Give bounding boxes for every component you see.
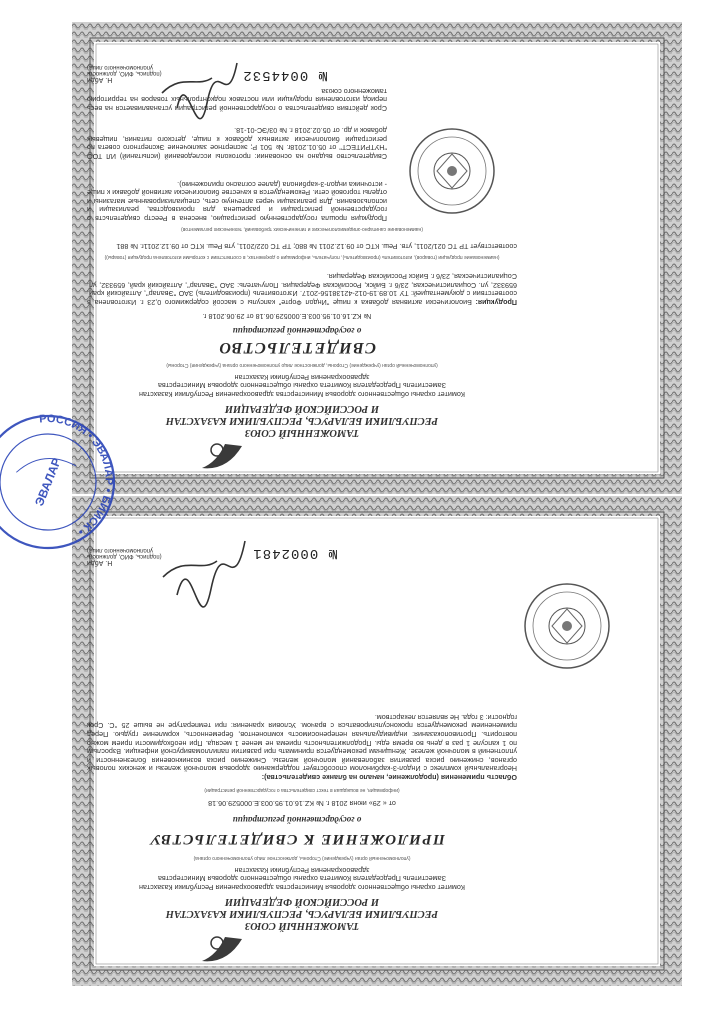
customs-union-logo — [197, 929, 247, 969]
stamp-center-text: ЭВАЛАР — [32, 455, 64, 509]
union-title-line: И РОССИЙСКОЙ ФЕДЕРАЦИИ — [224, 403, 380, 414]
ministry-line: Комитет охраны общественного здоровья Министерства здравоохранения Республики Казахстан — [138, 390, 466, 399]
signature-caption: (подпись, ФИО, должность уполномоченного лица) — [87, 547, 162, 559]
date-day: 29 — [372, 799, 381, 808]
document-subtitle: о государственной регистрации — [232, 326, 362, 336]
serial-prefix: № — [327, 545, 337, 561]
reg-date: 29.06.2018 г. — [202, 312, 245, 321]
ministry-line: здравоохранения Республики Казахстан — [234, 865, 370, 875]
serial-number-top — [242, 67, 327, 83]
date-year: 2018 — [331, 799, 348, 808]
certificate-top — [72, 22, 682, 494]
signature-caption: (подпись, ФИО, должность уполномоченного лица) — [87, 64, 162, 76]
product-text: Биологически активная добавка к пище "Индол Форте" капсулы с массой содержимого 0,23 г. Изготовлена в соответствии с документацией: ТУ 10.89.19-012-42138156-2017. Изготовитель (производитель) ЗАО "Эвалар", Алтайский край, 659332, ул. Социалистическая, 23/6 г. Бийск, Российская Федерация. Получатель: ЗАО "Эвалар", Алтайский край, 659332, ул. Социалистическая, 23/6 г. Бийск Российская Федерация. — [87, 272, 517, 307]
union-title-line: ТАМОЖЕННЫЙ СОЮЗ — [244, 920, 360, 931]
union-title-line: РЕСПУБЛИКИ БЕЛАРУСЬ, РЕСПУБЛИКИ КАЗАХСТАН — [165, 908, 439, 919]
validity-text: Срок действия свидетельства о государственной регистрации устанавливается на весь период изготовления продукции или поставок подконтрольных товаров на территорию таможенного союза — [87, 86, 387, 113]
compliance-block — [87, 241, 517, 250]
registration-body: Продукция прошла государственную регистрацию, внесена в Реестр свидетельств о государственной регистрации и разрешена для производства, реализации и использования. Для реализации через аптечную сеть, специализированные магазины и отделы торговой сети. Рекомендуется в качестве биологически активной добавки к пище - источника индол-3-карбинола (далее согласно приложению). — [87, 179, 387, 223]
date-month: июня — [349, 799, 367, 808]
ministry-line: Комитет охраны общественного здоровья Министерства здравоохранения Республики Казахстан — [138, 883, 466, 892]
product-label: Продукция: — [475, 298, 517, 307]
reg-number-label: № — [363, 312, 372, 321]
compliance-text: ТР ТС 021/2011, утв. Реш. КТС от 09.12.2011 № 880; ТР ТС 022/2011, утв Реш. КТС от 09.12.2011г. № 881 — [116, 242, 469, 251]
appendix-date-number-line — [87, 798, 517, 807]
document-subtitle: о государственной регистрации — [232, 815, 362, 825]
serial-value: 0044532 — [242, 67, 309, 83]
union-title — [87, 402, 517, 438]
union-title — [87, 895, 517, 931]
basis-text: Свидетельство выдано на основании: протоколы исследований (испытаний) ИЛ ТОО "НУТРИТЕСТ" от 05.01.2018г. № 501 Р; экспертное заключение Экспертного совета по регистрации биологически активных добавок к пище, детского питания, пищевых добавок и др. от 05.02.2018 г. № 03/ЭС-01-18. — [87, 126, 387, 161]
scope-text: Неорганальный комплекс с Индол-3-карбинолом способствует поддержанию здоровья молочной железы и женских половых органов, снижению риска развития заболеваний молочной железы. Снижению риска возникновения болезненности и уплотнений в молочной железе. Женщинам рекомендуется принимать при развитии папилломавирусной инфекции. Взрослым по 1 капсуле 1 раз в день во время еды. Продолжительность приема не менее 1 месяца. При необходимости прием можно повторить. Противопоказания: индивидуальная непереносимость компонентов, беременность, кормление грудью. Перед применением рекомендуется проконсультироваться с врачом. Условия хранения: при температуре не выше 25 °С. Срок годности: 3 года. Не является лекарством. — [87, 712, 517, 774]
compliance-label: соответствует — [470, 242, 517, 251]
signatory-name: Н. Абди — [87, 559, 113, 566]
state-seal-bottom — [522, 581, 612, 671]
serial-number-bottom — [252, 545, 337, 561]
authority-caption: (уполномоченный орган (учреждение) Стороны, должностное лицо уполномоченного органа) — [193, 855, 411, 861]
handwritten-signature-bottom — [157, 521, 257, 611]
ministry-line: Заместитель Председателя Комитета охраны общественного здоровья Министерства — [158, 874, 446, 884]
document-title: СВИДЕТЕЛЬСТВО — [217, 339, 377, 356]
signature-block-top — [87, 64, 167, 83]
authority-caption: (уполномоченный орган (учреждение) Стороны, должностное лицо уполномоченного органа (учреждения) Стороны) — [166, 362, 438, 368]
company-stamp — [0, 408, 118, 556]
ministry-block — [87, 372, 517, 398]
product-block — [87, 272, 517, 306]
handwritten-signature-top — [157, 43, 247, 123]
reg-date-prefix: от — [246, 312, 254, 321]
registration-number-line — [87, 311, 487, 320]
ministry-line: Заместитель Председателя Комитета охраны общественного здоровья Министерства — [158, 381, 446, 391]
document-title: ПРИЛОЖЕНИЕ К СВИДЕТЕЛЬСТВУ — [149, 831, 445, 847]
state-seal-top — [407, 126, 497, 216]
serial-value: 0002481 — [252, 545, 319, 561]
ministry-block — [87, 865, 517, 891]
compliance-caption: (наименование санитарно-эпидемиологических и гигиенических требований, технических регламентов) — [181, 226, 423, 232]
signatory-name: Н. Абди — [87, 76, 113, 83]
ministry-line: здравоохранения Республики Казахстан — [234, 372, 370, 382]
customs-union-logo — [197, 436, 247, 476]
scope-label: Область применения (продолжение, начало на бланке свидетельства): — [261, 773, 517, 782]
appendix-number: KZ.16.01.95.003.Е.000529.06.18 — [208, 799, 315, 808]
date-prefix: от « — [382, 799, 396, 808]
serial-prefix: № — [317, 67, 327, 83]
union-title-line: ТАМОЖЕННЫЙ СОЮЗ — [244, 427, 360, 438]
date-suffix: г. — [325, 799, 330, 808]
number-label: № — [316, 799, 324, 808]
union-title-line: РЕСПУБЛИКИ БЕЛАРУСЬ, РЕСПУБЛИКИ КАЗАХСТАН — [165, 415, 439, 426]
reg-number: KZ.16.01.95.003.Е.000529.06.18 — [255, 312, 362, 321]
scope-block — [87, 712, 517, 781]
certificate-appendix — [72, 496, 682, 986]
date-quote: » — [368, 799, 373, 808]
product-caption: (наименование продукции (товаров), изготовитель (производитель), получатель, информация о документах, в соответствии с которыми изготовлена продукция (товары)) — [104, 254, 500, 260]
number-caption: (информация, не вошедшая в текст свидетельства о государственной регистрации) — [204, 787, 400, 793]
union-title-line: И РОССИЙСКОЙ ФЕДЕРАЦИИ — [224, 896, 380, 907]
stamp-ring-text: РОССИЯ • ЭВАЛАР • БИЙСК • — [38, 412, 115, 538]
